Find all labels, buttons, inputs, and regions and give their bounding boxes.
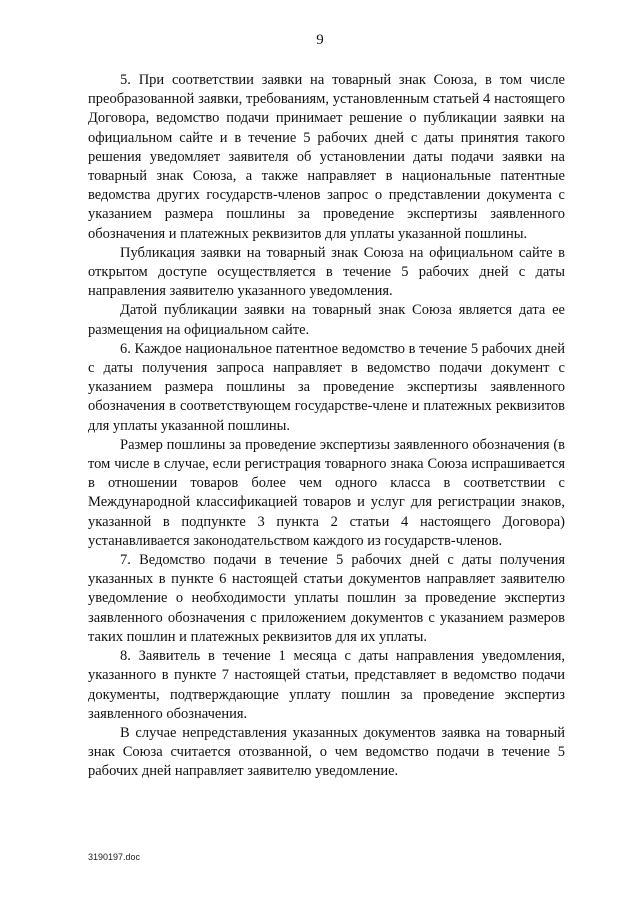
paragraph-publication-timing: Публикация заявки на товарный знак Союза на официальном сайте в открытом доступе осуществляется в течение 5 рабочих дней с даты направления заявителю указанного уведомления. <box>88 244 565 300</box>
paragraph-item-7: 7. Ведомство подачи в течение 5 рабочих дней с даты получения указанных в пункте 6 настоящей статьи документов направляет заявителю уведомление о необходимости уплаты пошлин за проведение экспертиз заявленного обозначения с приложением документов с указанием размеров таких пошлин и платежных реквизитов для их уплаты. <box>88 552 565 645</box>
paragraph-item-6: 6. Каждое национальное патентное ведомство в течение 5 рабочих дней с даты получения запроса направляет в ведомство подачи документ с указанием размера пошлины за проведение экспертизы заявленного обозначения в соответствующем государстве-члене и платежных реквизитов для уплаты указанной пошлины. <box>88 340 565 434</box>
paragraph-publication-date: Датой публикации заявки на товарный знак Союза является дата ее размещения на официальном сайте. <box>88 302 565 338</box>
paragraph-item-5: 5. При соответствии заявки на товарный знак Союза, в том числе преобразованной заявки, требованиям, установленным статьей 4 настоящего Договора, ведомство подачи принимает решение о публикации заявки на официальном сайте и в течение 5 рабочих дней с даты принятия такого решения уведомляет заявителя об установлении даты подачи заявки на товарный знак Союза, а также направляет в национальные патентные ведомства других государств-членов запрос о представлении документа с указанием размера пошлины за проведение экспертизы заявленного обозначения и платежных реквизитов для уплаты указанной пошлины. <box>88 72 565 242</box>
document-body <box>88 71 565 782</box>
page-number: 9 <box>316 32 324 48</box>
paragraph-fee-amount: Размер пошлины за проведение экспертизы заявленного обозначения (в том числе в случае, если регистрация товарного знака Союза испрашивается в отношении товаров более чем одного класса в соответствии с Международной классификацией товаров и услуг для регистрации знаков, указанной в подпункте 3 пункта 2 статьи 4 настоящего Договора) устанавливается законодательством каждого из государств-членов. <box>88 436 565 549</box>
footer-filename: 3190197.doc <box>88 852 141 862</box>
paragraph-item-8: 8. Заявитель в течение 1 месяца с даты направления уведомления, указанного в пункте 7 настоящей статьи, представляет в ведомство подачи документы, подтверждающие уплату пошлин за проведение экспертиз заявленного обозначения. <box>88 648 565 722</box>
paragraph-withdrawal: В случае непредставления указанных документов заявка на товарный знак Союза считается отозванной, о чем ведомство подачи в течение 5 рабочих дней направляет заявителю уведомление. <box>88 724 565 780</box>
